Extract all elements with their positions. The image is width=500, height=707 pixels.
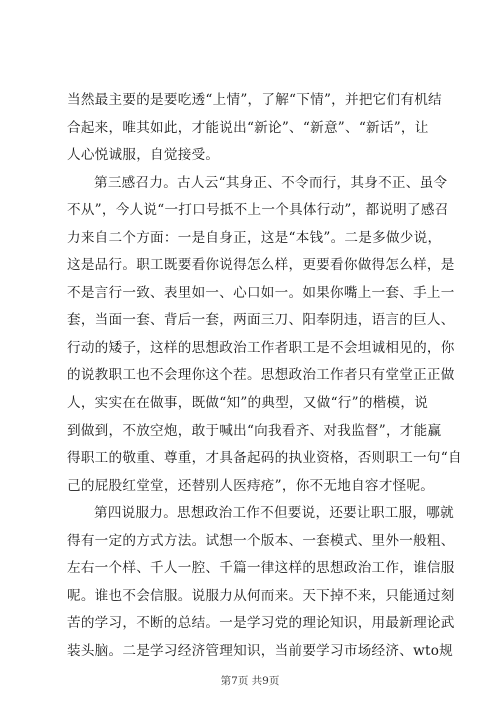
text-line: 己的屁股红堂堂，还替别人医痔疮”，你不无地自容才怪呢。 [67,477,435,494]
text-line: 得有一定的方式方法。试想一个版本、一套模式、里外一般粗、 [67,532,455,549]
text-line: 合起来，唯其如此，才能说出“新论”、“新意”、“新话”，让 [67,119,429,136]
text-line: 人，实实在在做事，既做“知”的典型，又做“行”的楷模，说 [67,395,429,412]
text-line: 到做到，不放空炮，敢于喊出“向我看齐、对我监督”，才能赢 [67,422,442,439]
body-text [67,87,462,665]
paragraph-start-line: 第四说服力。思想政治工作不但要说，还要让职工服，哪就 [94,505,454,522]
text-line: 装头脑。二是学习经济管理知识，当前要学习市场经济、wto规 [67,642,453,659]
text-line: 左右一个样、千人一腔、千篇一律这样的思想政治工作，谁信服 [67,560,455,577]
page-number-footer: 第7页 共9页 [220,675,280,687]
text-line: 的说教职工也不会理你这个茬。思想政治工作者只有堂堂正正做 [67,367,455,384]
text-line: 套，当面一套、背后一套，两面三刀、阳奉阴违，语言的巨人、 [67,312,455,329]
paragraph-start-line: 第三感召力。古人云“其身正、不令而行，其身不正、虽令 [94,174,448,191]
text-line: 行动的矮子，这样的思想政治工作者职工是不会坦诚相见的，你 [67,339,455,356]
text-line: 苦的学习，不断的总结。一是学习党的理论知识，用最新理论武 [67,615,455,632]
text-line: 当然最主要的是要吃透“上情”，了解“下情”，并把它们有机结 [67,92,442,108]
text-line: 这是品行。职工既要看你说得怎么样，更要看你做得怎么样，是 [67,257,455,274]
text-line: 力来自二个方面：一是自身正，这是“本钱”。二是多做少说， [67,229,442,246]
text-line: 得职工的敬重、尊重，才具备起码的执业资格，否则职工一句“自 [67,450,462,467]
text-line: 呢。谁也不会信服。说服力从何而来。天下掉不来，只能通过刻 [67,587,455,604]
text-line: 人心悦诚服，自觉接受。 [67,147,220,164]
text-line: 不是言行一致、表里如一、心口如一。如果你嘴上一套、手上一 [67,284,455,301]
text-line: 不从”，今人说“一打口号抵不上一个具体行动”，都说明了感召 [67,202,449,219]
